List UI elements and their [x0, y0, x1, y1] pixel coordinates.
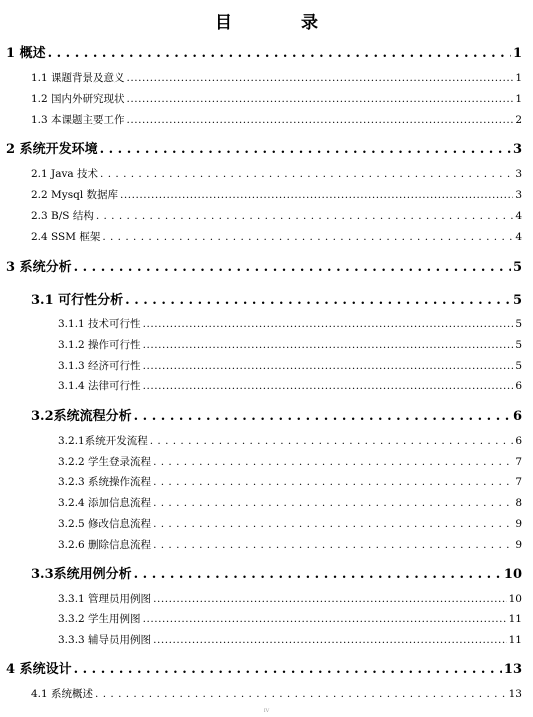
toc-page-number: 8 — [515, 497, 522, 509]
toc-page-number: 13 — [508, 688, 522, 700]
toc-entry-label: 3.2.1系统开发流程 — [58, 435, 148, 447]
dot-leader — [125, 293, 511, 308]
toc-entry-label: 1 概述 — [6, 46, 46, 61]
toc-entry-label: 4 系统设计 — [6, 662, 72, 677]
toc-entry-label: 1.1 课题背景及意义 — [31, 72, 125, 84]
toc-page-number: 6 — [515, 435, 522, 447]
toc-page-number: 6 — [512, 409, 522, 424]
toc-page-number: 5 — [512, 260, 522, 275]
dot-leader — [134, 409, 511, 424]
toc-entry-subsection-3-3-1[interactable] — [58, 591, 522, 606]
toc-entry-section-1-2[interactable] — [31, 91, 522, 106]
toc-entry-subsection-3-2-6[interactable] — [58, 537, 522, 552]
dot-leader — [100, 168, 513, 180]
toc-page-number: 13 — [503, 662, 522, 677]
toc-entry-subsection-3-2-3[interactable] — [58, 474, 522, 489]
toc-entry-label: 3.3.3 辅导员用例图 — [58, 634, 152, 646]
toc-entry-chapter-3[interactable] — [6, 256, 522, 275]
toc-page-number: 7 — [515, 456, 522, 468]
toc-page-number: 10 — [503, 567, 522, 582]
dot-leader — [143, 613, 507, 625]
dot-leader — [74, 662, 502, 677]
toc-page-number: 9 — [515, 518, 522, 530]
toc-entry-subsection-3-2-1[interactable] — [58, 433, 522, 448]
toc-entry-label: 3.3系统用例分析 — [31, 567, 132, 582]
toc-entry-section-3-2[interactable] — [31, 405, 522, 424]
toc-entry-chapter-1[interactable] — [6, 42, 522, 61]
toc-entry-label: 3.1.3 经济可行性 — [58, 360, 141, 372]
toc-entry-label: 3.1.2 操作可行性 — [58, 339, 141, 351]
dot-leader — [143, 380, 514, 392]
dot-leader — [74, 260, 511, 275]
toc-entry-label: 3.2.4 添加信息流程 — [58, 497, 152, 509]
toc-entry-label: 3.3.2 学生用例图 — [58, 613, 141, 625]
toc-entry-subsection-3-2-4[interactable] — [58, 495, 522, 510]
toc-entry-subsection-3-1-1[interactable] — [58, 316, 522, 331]
toc-entry-label: 3.2系统流程分析 — [31, 409, 132, 424]
dot-leader — [134, 567, 502, 582]
toc-entry-section-2-3[interactable] — [31, 208, 522, 223]
toc-entry-section-1-1[interactable] — [31, 70, 522, 85]
toc-entry-chapter-4[interactable] — [6, 658, 522, 677]
toc-entry-label: 3.2.2 学生登录流程 — [58, 456, 152, 468]
toc-entry-label: 1.3 本课题主要工作 — [31, 114, 125, 126]
dot-leader — [153, 476, 513, 488]
toc-entry-section-3-1[interactable] — [31, 289, 522, 308]
toc-entry-section-3-3[interactable] — [31, 563, 522, 582]
toc-entry-label: 3.1.1 技术可行性 — [58, 318, 141, 330]
toc-page-number: 5 — [512, 293, 522, 308]
toc-entry-label: 3.2.6 删除信息流程 — [58, 539, 152, 551]
dot-leader — [143, 360, 514, 372]
dot-leader — [153, 497, 513, 509]
toc-page-number: 3 — [515, 189, 522, 201]
toc-page-number: 3 — [512, 142, 522, 157]
toc-page-number: 4 — [515, 231, 522, 243]
dot-leader — [127, 72, 514, 84]
toc-page-number: 4 — [515, 210, 522, 222]
toc-page-number: 3 — [515, 168, 522, 180]
page-title: 目 录 — [215, 13, 344, 33]
toc-entry-subsection-3-2-5[interactable] — [58, 516, 522, 531]
toc-entry-label: 2.4 SSM 框架 — [31, 231, 101, 243]
toc-page-number: 10 — [508, 593, 522, 605]
dot-leader — [127, 114, 514, 126]
toc-entry-label: 3.3.1 管理员用例图 — [58, 593, 152, 605]
toc-entry-label: 4.1 系统概述 — [31, 688, 94, 700]
dot-leader — [153, 593, 507, 605]
toc-entry-subsection-3-1-4[interactable] — [58, 378, 522, 393]
toc-page-number: 9 — [515, 539, 522, 551]
toc-page-number: 7 — [515, 476, 522, 488]
dot-leader — [96, 210, 513, 222]
toc-entry-chapter-2[interactable] — [6, 138, 522, 157]
dot-leader — [127, 93, 514, 105]
toc-entry-label: 1.2 国内外研究现状 — [31, 93, 125, 105]
dot-leader — [100, 142, 511, 157]
dot-leader — [153, 518, 513, 530]
toc-page-number: 11 — [508, 634, 522, 646]
toc-page-number: 6 — [515, 380, 522, 392]
toc-page-number: 11 — [508, 613, 522, 625]
toc-entry-label: 2 系统开发环境 — [6, 142, 98, 157]
dot-leader — [95, 688, 507, 700]
toc-entry-section-2-2[interactable] — [31, 187, 522, 202]
dot-leader — [120, 189, 513, 201]
toc-entry-subsection-3-2-2[interactable] — [58, 454, 522, 469]
dot-leader — [48, 46, 511, 61]
toc-page-number: 5 — [515, 339, 522, 351]
dot-leader — [153, 456, 513, 468]
toc-page-number: 2 — [515, 114, 522, 126]
toc-entry-label: 3.1.4 法律可行性 — [58, 380, 141, 392]
page-footer-number: IV — [263, 708, 270, 714]
dot-leader — [143, 318, 514, 330]
dot-leader — [143, 339, 514, 351]
toc-entry-subsection-3-3-3[interactable] — [58, 632, 522, 647]
toc-entry-subsection-3-1-3[interactable] — [58, 358, 522, 373]
toc-entry-section-2-4[interactable] — [31, 229, 522, 244]
toc-page-number: 1 — [515, 93, 522, 105]
toc-entry-label: 3.2.3 系统操作流程 — [58, 476, 152, 488]
dot-leader — [153, 539, 513, 551]
toc-page-number: 5 — [515, 360, 522, 372]
toc-entry-section-4-1[interactable] — [31, 686, 522, 701]
toc-entry-section-2-1[interactable] — [31, 166, 522, 181]
toc-page-number: 5 — [515, 318, 522, 330]
toc-entry-subsection-3-1-2[interactable] — [58, 337, 522, 352]
toc-entry-label: 3.1 可行性分析 — [31, 293, 124, 308]
dot-leader — [102, 231, 513, 243]
dot-leader — [153, 634, 507, 646]
dot-leader — [150, 435, 514, 447]
toc-entry-subsection-3-3-2[interactable] — [58, 611, 522, 626]
toc-entry-label: 2.2 Mysql 数据库 — [31, 189, 119, 201]
toc-entry-label: 2.1 Java 技术 — [31, 168, 99, 180]
toc-entry-label: 3.2.5 修改信息流程 — [58, 518, 152, 530]
toc-page-number: 1 — [515, 72, 522, 84]
toc-entry-label: 3 系统分析 — [6, 260, 72, 275]
toc-page-number: 1 — [512, 46, 522, 61]
toc-entry-label: 2.3 B/S 结构 — [31, 210, 94, 222]
toc-entry-section-1-3[interactable] — [31, 112, 522, 127]
